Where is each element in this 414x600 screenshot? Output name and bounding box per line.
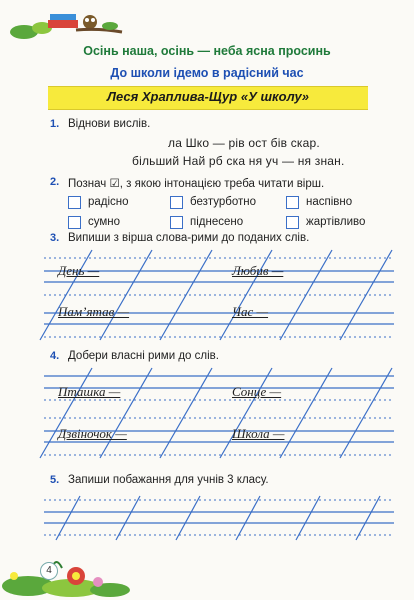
task-5-text: Запиши побажання для учнів 3 класу. bbox=[68, 474, 269, 486]
bottom-decoration-image bbox=[2, 546, 132, 598]
option-bezturbotno: безтурботно bbox=[190, 196, 257, 208]
task-1-text: Віднови вислів. bbox=[68, 118, 151, 130]
option-radisno: радісно bbox=[88, 196, 129, 208]
task-3-number: 3. bbox=[50, 232, 60, 244]
page-number: 4 bbox=[40, 562, 58, 580]
task-1-line-1: ла Шко — рів ост бів скар. bbox=[168, 136, 320, 150]
task-3-text: Випиши з вірша слова-рими до поданих слів. bbox=[68, 232, 310, 244]
word-shkola: Школа — bbox=[232, 426, 285, 441]
word-chas: Час — bbox=[232, 304, 269, 319]
task-4-number: 4. bbox=[50, 350, 60, 362]
word-pamyatav: Пам’ятав — bbox=[58, 304, 130, 319]
task-1-line-2: більший Най рб ска ня уч — ня знан. bbox=[132, 154, 345, 168]
heading-line-2: До школи ідемо в радісний час bbox=[110, 66, 304, 80]
heading-line-1: Осінь наша, осінь — неба ясна просинь bbox=[83, 44, 331, 58]
task-2-text: Познач ☑, з якою інтонацією треба читати вірш. bbox=[68, 178, 325, 190]
task-1-number: 1. bbox=[50, 118, 60, 130]
option-zhartivlyvo: жартівливо bbox=[306, 216, 366, 228]
word-sontse: Сонце — bbox=[232, 384, 282, 399]
option-sumno: сумно bbox=[88, 216, 121, 228]
author-title: Леся Храплива-Щур «У школу» bbox=[107, 89, 309, 104]
task-2-number: 2. bbox=[50, 176, 60, 188]
task-4-text: Добери власні рими до слів. bbox=[68, 350, 219, 362]
task-5-number: 5. bbox=[50, 474, 60, 486]
word-ptashka: Пташка — bbox=[58, 384, 121, 399]
option-pidneseno: піднесено bbox=[190, 216, 244, 228]
word-dzvinochok: Дзвіночок — bbox=[58, 426, 127, 441]
option-naspivno: наспівно bbox=[306, 196, 353, 208]
word-den: День — bbox=[58, 263, 100, 278]
word-lyubyv: Любив — bbox=[232, 263, 284, 278]
